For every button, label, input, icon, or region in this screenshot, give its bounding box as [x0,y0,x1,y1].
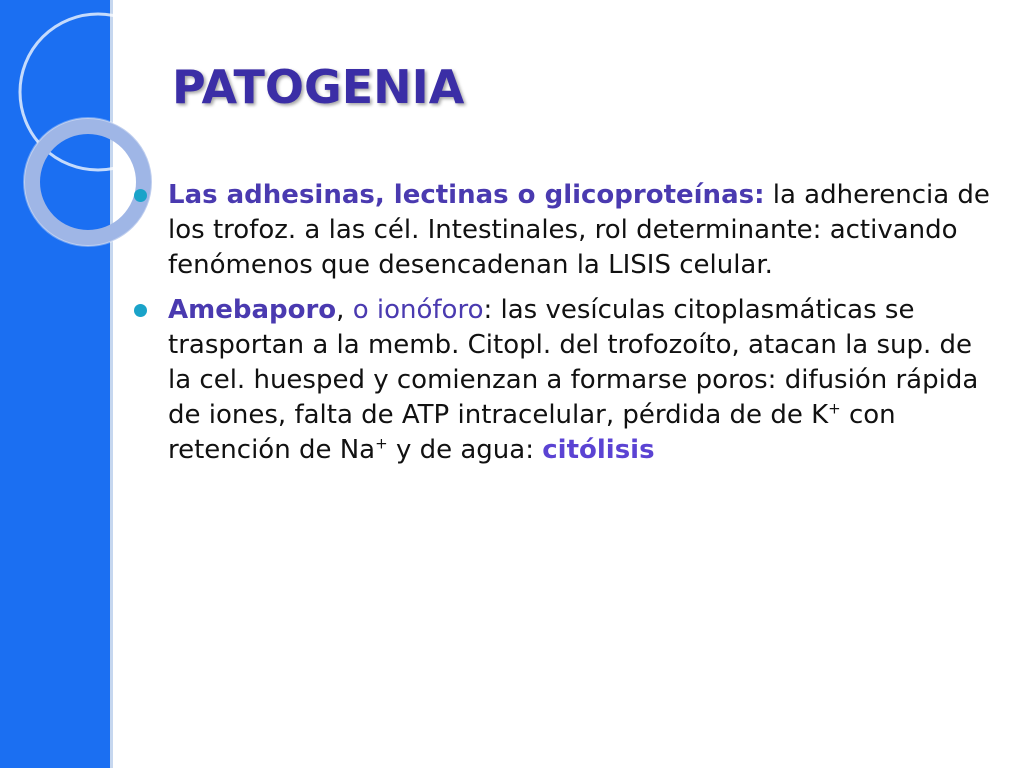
bullet-text: con retención de Na [168,400,896,465]
bullet-text: y de agua: [387,435,543,465]
bullet-list [132,178,1002,478]
bullet-separator: , [336,295,353,325]
bullet-dot [134,304,147,317]
bullet-alt-term: o ionóforo [352,295,484,325]
highlight-term: citólisis [542,435,655,465]
superscript: + [828,399,841,418]
superscript: + [375,434,388,453]
slide-title: PATOGENIA [172,60,465,114]
bullet-dot [134,189,147,202]
list-item [132,293,1002,468]
deco-circle-ring [32,126,144,238]
list-item [132,178,1002,283]
bullet-text: la adherencia de los trofoz. a las cél. Intestinales, rol determinante: activando fenómenos que desencadenan la LISIS celular. [168,180,990,280]
bullet-term: Amebaporo [168,295,337,325]
bullet-text: : las vesículas citoplasmáticas se trasportan a la memb. Citopl. del trofozoíto, atacan la sup. de la cel. huesped y comienzan a formarse poros: difusión rápida de iones, falta de ATP intracelular, pérdida de de K [168,295,979,430]
bullet-term: Las adhesinas, lectinas o glicoproteínas: [168,180,765,210]
